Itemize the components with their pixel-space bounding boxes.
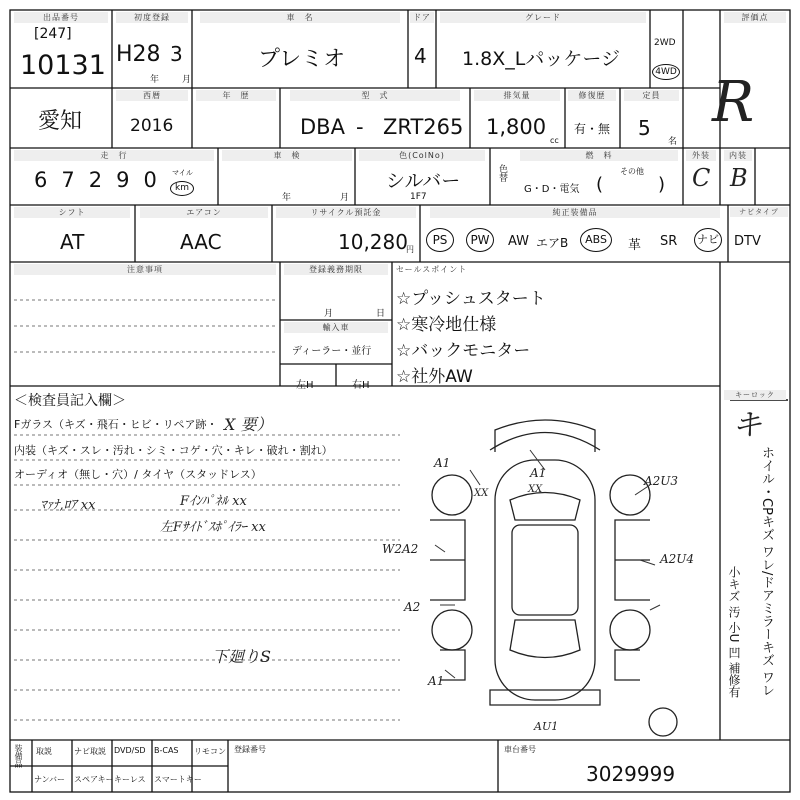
footer-item: 取説	[36, 747, 52, 756]
drive-4wd: 4WD	[652, 64, 680, 80]
handwritten-note-4: 下廻りS	[212, 647, 271, 666]
mileage-digit: 6	[34, 168, 62, 192]
registration-period-label: 登録義務期限	[284, 264, 388, 275]
color-no: 1F7	[410, 192, 427, 202]
equip-dtv: DTV	[734, 234, 761, 249]
interior-label: 内装	[724, 150, 752, 161]
car-mark: XX	[528, 484, 543, 495]
car-name: プレミオ	[258, 47, 346, 72]
equip-aw: AW	[508, 234, 530, 249]
car-mark: A1	[428, 674, 445, 688]
car-mark: A2	[404, 600, 421, 614]
shift: AT	[60, 230, 85, 254]
repair-options: 有・無	[574, 122, 611, 136]
displacement: 1,800	[486, 115, 547, 139]
era-year: H28	[116, 42, 161, 67]
handwritten-note-3: 左Fｻｲﾄﾞｽﾎﾟｲﾗｰ xx	[160, 520, 266, 535]
grade: 1.8X_Lパッケージ	[462, 48, 620, 70]
year-unit: 年	[150, 75, 160, 85]
mileage-unit-km: km	[170, 181, 194, 196]
mileage	[34, 168, 171, 192]
footer-item: ナンバー	[34, 775, 66, 784]
handwritten-note-2: Fｲﾝﾊﾟﾈﾙ xx	[180, 494, 247, 509]
fuel-options: G・D・電気	[524, 184, 580, 195]
car-mark: A2U4	[660, 552, 695, 566]
mileage-digit: 9	[116, 168, 144, 192]
aircon-label: エアコン	[140, 207, 268, 218]
import-options: ディーラー・並行	[292, 346, 372, 357]
lot-number: 10131	[20, 50, 106, 81]
footer-item: キーレス	[114, 775, 146, 784]
equip-pw	[466, 228, 494, 252]
lot-code: [247]	[34, 26, 72, 42]
car-mark: A1	[434, 456, 451, 470]
equip-leather: 革	[628, 238, 642, 253]
mileage-digit: 7	[61, 168, 89, 192]
recycle-label: リサイクル預託金	[276, 207, 416, 218]
period-day: 日	[376, 309, 386, 319]
mileage-label: 走 行	[14, 150, 214, 161]
model-label: 型 式	[290, 90, 460, 101]
capacity-unit: 名	[668, 137, 678, 147]
inspection-title: ＜検査員記入欄＞	[14, 393, 126, 409]
car-mark: A1	[530, 466, 547, 480]
inspection-year: 年	[282, 193, 292, 203]
interior-grade: B	[730, 164, 748, 192]
exterior-label: 外装	[686, 150, 716, 161]
sales-point-4: ☆社外AW	[396, 367, 473, 387]
sales-point-2: ☆寒冷地仕様	[396, 315, 497, 335]
equip-navi	[694, 228, 722, 252]
handwritten-note-1: ﾏｧﾅ,ﾛｱ xx	[40, 498, 96, 513]
sales-points-label: セールスポイント	[396, 264, 516, 275]
equip-navi-circle: ナビ	[694, 228, 722, 252]
aircon: AAC	[180, 230, 222, 254]
fuel-label: 燃 料	[520, 150, 678, 161]
vertical-note-1: ホイル・CPキズ ワレ/ドアミラーキズ ワレ	[759, 446, 774, 697]
car-diagram	[430, 420, 677, 736]
reg-no-label: 登録番号	[234, 745, 266, 754]
capacity: 5	[638, 116, 651, 140]
model-dash: -	[356, 115, 364, 139]
handle-right: 右H	[352, 380, 370, 391]
fglass-line: Fガラス（キズ・飛石・ヒビ・リペア跡・	[14, 418, 218, 431]
caution-label: 注意事項	[14, 264, 276, 275]
footer-item: B-CAS	[154, 746, 179, 755]
fuel-close-paren: )	[658, 174, 666, 195]
first-reg-label: 初度登録	[116, 12, 188, 23]
equip-ps-circle: PS	[426, 228, 454, 252]
genuine-label: 純正装備品	[430, 207, 720, 218]
footer-item: ナビ取説	[74, 747, 106, 756]
displacement-label: 排気量	[474, 90, 560, 101]
model-code: ZRT265	[383, 115, 464, 139]
import-label: 輸入車	[284, 322, 388, 333]
fuel-open-paren: (	[596, 174, 604, 195]
reg-month: 3	[170, 42, 183, 66]
car-mark: XX	[474, 488, 489, 499]
grade-label: グレード	[440, 12, 646, 23]
western-year-label: 西暦	[116, 90, 188, 101]
capacity-label: 定員	[624, 90, 679, 101]
color: シルバー	[386, 170, 461, 192]
footer-item: スマートキー	[154, 775, 202, 784]
car-name-label: 車 名	[200, 12, 400, 23]
model-prefix: DBA	[300, 115, 345, 139]
audio-line: オーディオ（無し・穴）/ タイヤ（スタッドレス）	[14, 468, 262, 481]
period-month: 月	[324, 309, 334, 319]
sales-point-1: ☆プッシュスタート	[396, 289, 546, 309]
equip-airbag: エアB	[536, 236, 569, 250]
month-unit: 月	[182, 75, 192, 85]
recycle-amount: 10,280	[338, 230, 408, 254]
shift-label: シフト	[14, 207, 130, 218]
drive-2wd: 2WD	[654, 38, 676, 48]
handle-left: 左H	[296, 380, 314, 391]
footer-side-label: 装備品	[14, 744, 23, 768]
exterior-grade: C	[692, 164, 711, 192]
region: 愛知	[38, 109, 83, 134]
footer-item: DVD/SD	[114, 746, 146, 755]
keyless-mark: キ	[732, 408, 762, 443]
equip-abs	[580, 228, 612, 252]
inspection-label: 車 検	[222, 150, 352, 161]
equip-pw-circle: PW	[466, 228, 494, 252]
repair-label: 修復歴	[568, 90, 616, 101]
score: R	[712, 70, 755, 135]
cc-unit: cc	[550, 136, 559, 145]
vertical-note-2: 小キズ 汚 小U 凹 補修有	[727, 566, 741, 699]
chassis-number: 3029999	[586, 762, 676, 786]
inspection-month: 月	[340, 193, 350, 203]
sales-point-3: ☆バックモニター	[396, 341, 531, 361]
car-mark: A2U3	[644, 474, 679, 488]
color-change-label: 色替	[497, 164, 507, 182]
history-label: 年 歴	[196, 90, 276, 101]
car-mark: AU1	[534, 720, 559, 733]
mileage-unit-mile: マイル	[172, 169, 193, 177]
score-label: 評価点	[724, 12, 786, 23]
equip-ps	[426, 228, 454, 252]
color-label: 色(ColNo)	[359, 150, 485, 161]
doors: 4	[414, 44, 427, 68]
mileage-digit: 0	[143, 168, 171, 192]
mileage-digit: 2	[88, 168, 117, 192]
chassis-label: 車台番号	[504, 745, 536, 754]
car-mark: W2A2	[382, 542, 419, 556]
door-label: ドア	[410, 12, 434, 23]
recycle-unit: 円	[406, 245, 414, 254]
fuel-other-label: その他	[620, 167, 644, 176]
footer-item: リモコン	[194, 747, 226, 756]
lot-label: 出品番号	[14, 12, 108, 23]
western-year: 2016	[130, 116, 174, 136]
footer-item: スペアキー	[74, 775, 114, 784]
interior-line: 内装（キズ・スレ・汚れ・シミ・コゲ・穴・キレ・破れ・割れ）	[14, 444, 333, 457]
equip-sr: SR	[660, 234, 678, 249]
equip-abs-circle: ABS	[580, 228, 612, 252]
keyless-label: キーロック	[724, 390, 786, 400]
fglass-mark: X 要）	[224, 415, 273, 434]
navi-type-label: ナビタイプ	[730, 207, 788, 217]
